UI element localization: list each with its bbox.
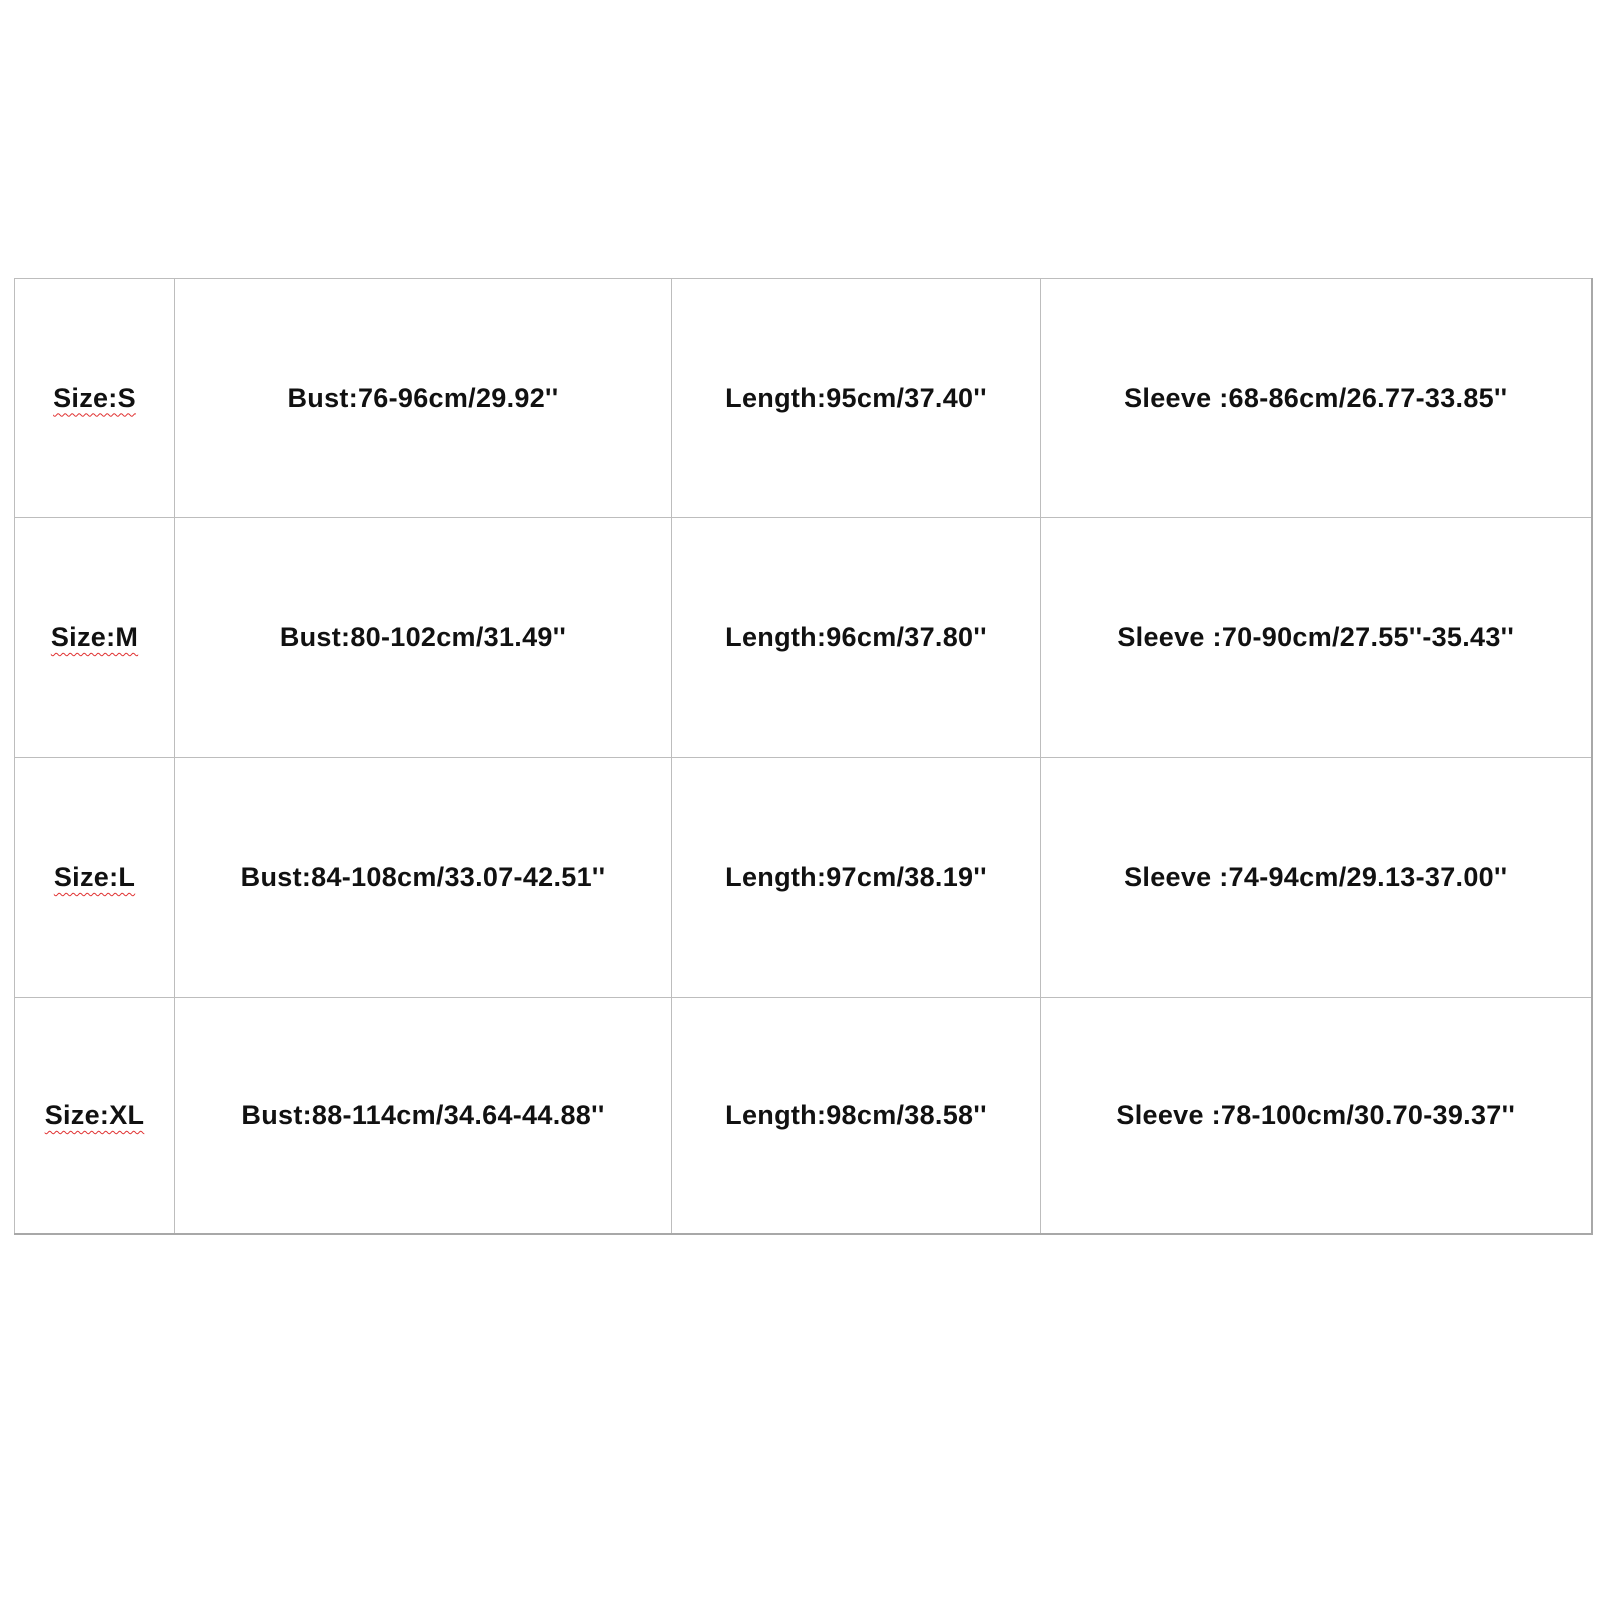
sleeve-cell: Sleeve :68-86cm/26.77-33.85'' bbox=[1041, 279, 1592, 518]
size-chart-table bbox=[14, 278, 1593, 1235]
size-cell bbox=[15, 758, 175, 998]
length-cell: Length:96cm/37.80'' bbox=[672, 518, 1041, 758]
sleeve-cell: Sleeve :74-94cm/29.13-37.00'' bbox=[1041, 758, 1592, 998]
length-cell: Length:98cm/38.58'' bbox=[672, 998, 1041, 1235]
length-cell: Length:95cm/37.40'' bbox=[672, 279, 1041, 518]
size-cell bbox=[15, 518, 175, 758]
size-cell bbox=[15, 998, 175, 1235]
table-row bbox=[15, 998, 1592, 1235]
table-row bbox=[15, 758, 1592, 998]
size-label: Size:XL bbox=[44, 1100, 145, 1130]
bust-cell: Bust:84-108cm/33.07-42.51'' bbox=[175, 758, 672, 998]
bust-cell: Bust:80-102cm/31.49'' bbox=[175, 518, 672, 758]
size-label: Size:M bbox=[50, 622, 139, 652]
bust-cell: Bust:76-96cm/29.92'' bbox=[175, 279, 672, 518]
size-cell bbox=[15, 279, 175, 518]
size-label: Size:S bbox=[53, 382, 136, 413]
table-row bbox=[15, 279, 1592, 518]
table-row bbox=[15, 518, 1592, 758]
sleeve-cell: Sleeve :70-90cm/27.55''-35.43'' bbox=[1041, 518, 1592, 758]
bust-cell: Bust:88-114cm/34.64-44.88'' bbox=[175, 998, 672, 1235]
length-cell: Length:97cm/38.19'' bbox=[672, 758, 1041, 998]
size-label: Size:L bbox=[53, 862, 136, 892]
sleeve-cell: Sleeve :78-100cm/30.70-39.37'' bbox=[1041, 998, 1592, 1235]
